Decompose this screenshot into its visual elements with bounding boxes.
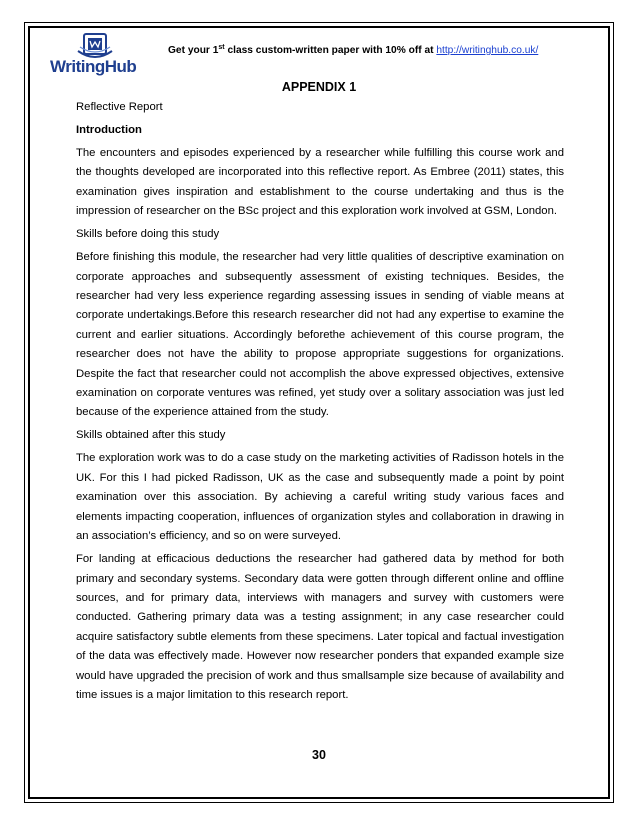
- reflective-report-label: Reflective Report: [76, 101, 163, 113]
- skills-before-heading: Skills before doing this study: [76, 228, 220, 241]
- skills-after-paragraph: The exploration work was to do a case study on the marketing activities of Radisson hotels in the UK. For this I had picked Radisson, UK as the case and subsequently made a point by point examination over this association. By achieving a careful writing study various faces and elements impacting cooperation, influences of organization styles and collaboration in drawing in an association’s efficiency, and so on were surveyed.: [76, 452, 564, 543]
- promo-header: Get your 1st class custom-written paper with 10% off at http://writinghub.co.uk/: [168, 44, 539, 56]
- skills-after-heading: Skills obtained after this study: [76, 429, 226, 442]
- document-body: [76, 98, 564, 709]
- page-title: APPENDIX 1: [281, 80, 357, 94]
- introduction-paragraph: The encounters and episodes experienced by a researcher while fulfilling this course work and the thoughts developed are incorporated into this reflective report. As Embree (2011) states, this examination gives inspiration and establishment to the course undertaking and thus is the impression of researcher on the BSc project and this exploration work involved at GSM, London.: [76, 147, 564, 218]
- page-number: 30: [312, 748, 326, 762]
- introduction-heading: Introduction: [76, 124, 142, 136]
- writinghub-emblem-icon: [50, 33, 142, 59]
- logo-wordmark: WritingHub: [50, 57, 137, 76]
- promo-link[interactable]: http://writinghub.co.uk/: [436, 45, 539, 56]
- writinghub-logo: [50, 33, 142, 77]
- skills-before-paragraph: Before finishing this module, the researcher had very little qualities of descriptive examination on corporate approaches and subsequently assessment of existing techniques. Besides, the researcher had very less experience regarding assessing issues in sending of viable means at corporate undertakings.Before this research researcher did not had any expertise to examine the current and earlier situations. Accordingly beforethe achievement of this course program, the researcher does not have the ability to propose appropriate suggestions for organizations. Despite the fact that researcher could not accomplish the above expressed objectives, extensive examination on corporate ventures was refined, yet study over a solitary association was just led because of the experience attained from the study.: [76, 251, 564, 419]
- deductions-paragraph: For landing at efficacious deductions the researcher had gathered data by method for both primary and secondary systems. Secondary data were gotten through different online and offline sources, and for primary data, interviews with managers and survey with customers were conducted. Gathering primary data was a testing assignment; in any case researcher could acquire satisfactory subtle elements from these specimens. Later topical and factual investigation of the data was effectively made. However now researcher ponders that expanded example size would have upgraded the precision of work and thus smallsample size because of availability and time issues is a major limitation to this research report.: [76, 553, 564, 701]
